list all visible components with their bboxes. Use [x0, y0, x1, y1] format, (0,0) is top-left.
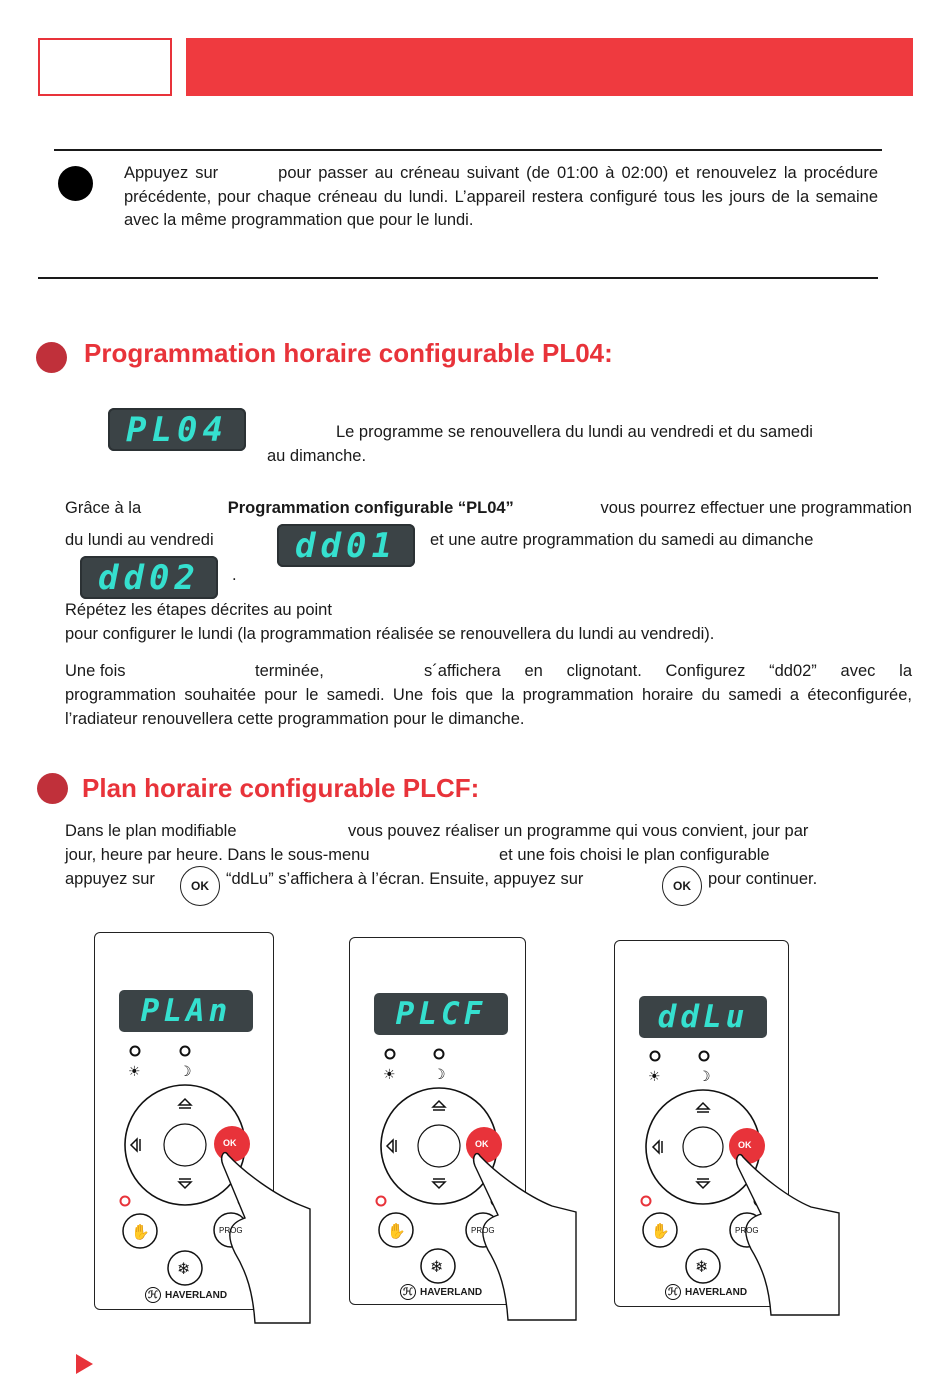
control-panel-plan	[94, 932, 274, 1310]
panel-lcd: ddLu	[639, 996, 767, 1038]
s2-line2-a: jour, heure par heure. Dans le sous-menu	[65, 846, 370, 864]
section-title-plcf: Plan horaire configurable PLCF:	[82, 773, 480, 803]
svg-text:✋: ✋	[387, 1222, 406, 1240]
lcd-display-dd01: dd01	[277, 524, 415, 567]
svg-text:✋: ✋	[651, 1222, 670, 1240]
bottom-rule	[38, 277, 878, 279]
s2-line3-b: “ddLu” s’affichera à l’écran. Ensuite, appuyez sur	[226, 870, 584, 888]
panel-lcd: PLCF	[374, 993, 508, 1035]
p2-line1: Répétez les étapes décrites au point	[65, 601, 332, 619]
svg-text:☽: ☽	[698, 1069, 711, 1085]
svg-text:☀: ☀	[128, 1064, 141, 1080]
haverland-logo-icon: ℋ	[400, 1284, 416, 1300]
brand-logo: ℋ HAVERLAND	[400, 1284, 482, 1300]
header-box	[38, 38, 172, 96]
svg-text:☽: ☽	[179, 1064, 192, 1080]
panel-lcd: PLAn	[119, 990, 253, 1032]
control-panel-plcf	[349, 937, 526, 1305]
svg-text:✋: ✋	[131, 1223, 150, 1241]
haverland-logo-icon: ℋ	[145, 1287, 161, 1303]
prog-button-label: PROG	[735, 1226, 759, 1235]
s2-line1-b: vous pouvez réaliser un programme qui vous convient, jour par	[348, 822, 809, 840]
s2-line3-a: appuyez sur	[65, 870, 155, 888]
lcd-display-pl04: PL04	[108, 408, 246, 451]
panel-controls-graphic	[350, 938, 570, 1338]
panel-controls-graphic	[95, 933, 315, 1333]
prog-button-label: PROG	[219, 1226, 243, 1235]
svg-text:☽: ☽	[433, 1067, 446, 1083]
header-bar	[186, 38, 913, 96]
p1-dot: .	[232, 566, 237, 584]
intro-paragraph: Appuyez sur pour passer au créneau suivant (de 01:00 à 02:00) et renouvelez la procédure précédente, pour chaque créneau du lundi. L’appareil restera configuré tous les jours de la semaine avec la même programmation que pour le lundi.	[124, 164, 879, 229]
section-dot	[36, 342, 67, 373]
p1-line2-a: du lundi au vendredi	[65, 531, 214, 549]
ok-button-label: OK	[223, 1138, 237, 1148]
p2-line2: pour configurer le lundi (la programmation réalisée se renouvellera du lundi au vendredi).	[65, 625, 715, 643]
svg-text:❄: ❄	[695, 1257, 709, 1276]
control-panel-ddlu	[614, 940, 789, 1307]
section-title-pl04: Programmation horaire configurable PL04:	[84, 338, 613, 368]
lcd-display-dd02: dd02	[80, 556, 218, 599]
page-arrow-icon	[76, 1354, 93, 1374]
haverland-logo-icon: ℋ	[665, 1284, 681, 1300]
ok-button-label: OK	[738, 1140, 752, 1150]
ok-button-icon: OK	[662, 866, 702, 906]
bullet-dot	[58, 166, 93, 201]
svg-text:❄: ❄	[430, 1257, 444, 1276]
p1-line1: Grâce à la Programmation configurable “PL04” vous pourrez effectuer une programmation	[65, 499, 912, 517]
p1-line2-b: et une autre programmation du samedi au dimanche	[430, 531, 814, 549]
section-dot	[37, 773, 68, 804]
svg-text:☀: ☀	[383, 1067, 396, 1083]
prog-button-label: PROG	[471, 1226, 495, 1235]
s2-line2-b: et une fois choisi le plan configurable	[499, 846, 770, 864]
s2-line1-a: Dans le plan modifiable	[65, 822, 237, 840]
p3-line1: Une fois terminée, s´affichera en clignotant. Configurez “dd02” avec la	[65, 662, 912, 680]
ok-button-label: OK	[475, 1139, 489, 1149]
svg-text:❄: ❄	[177, 1259, 191, 1278]
brand-logo: ℋ HAVERLAND	[145, 1287, 227, 1303]
renew-text-2: au dimanche.	[267, 447, 367, 465]
svg-text:☀: ☀	[648, 1069, 661, 1085]
ok-button-icon: OK	[180, 866, 220, 906]
panel-controls-graphic	[615, 941, 845, 1341]
renew-text: Le programme se renouvellera du lundi au vendredi et du samedi	[336, 423, 813, 441]
p3-rest: programmation souhaitée pour le samedi. Une fois que la programmation horaire du samedi a éteconfigurée, l’radiateur renouvellera cette programmation pour le dimanche.	[65, 686, 912, 728]
brand-logo: ℋ HAVERLAND	[665, 1284, 747, 1300]
s2-line3-c: pour continuer.	[708, 870, 818, 888]
top-rule	[54, 149, 882, 151]
